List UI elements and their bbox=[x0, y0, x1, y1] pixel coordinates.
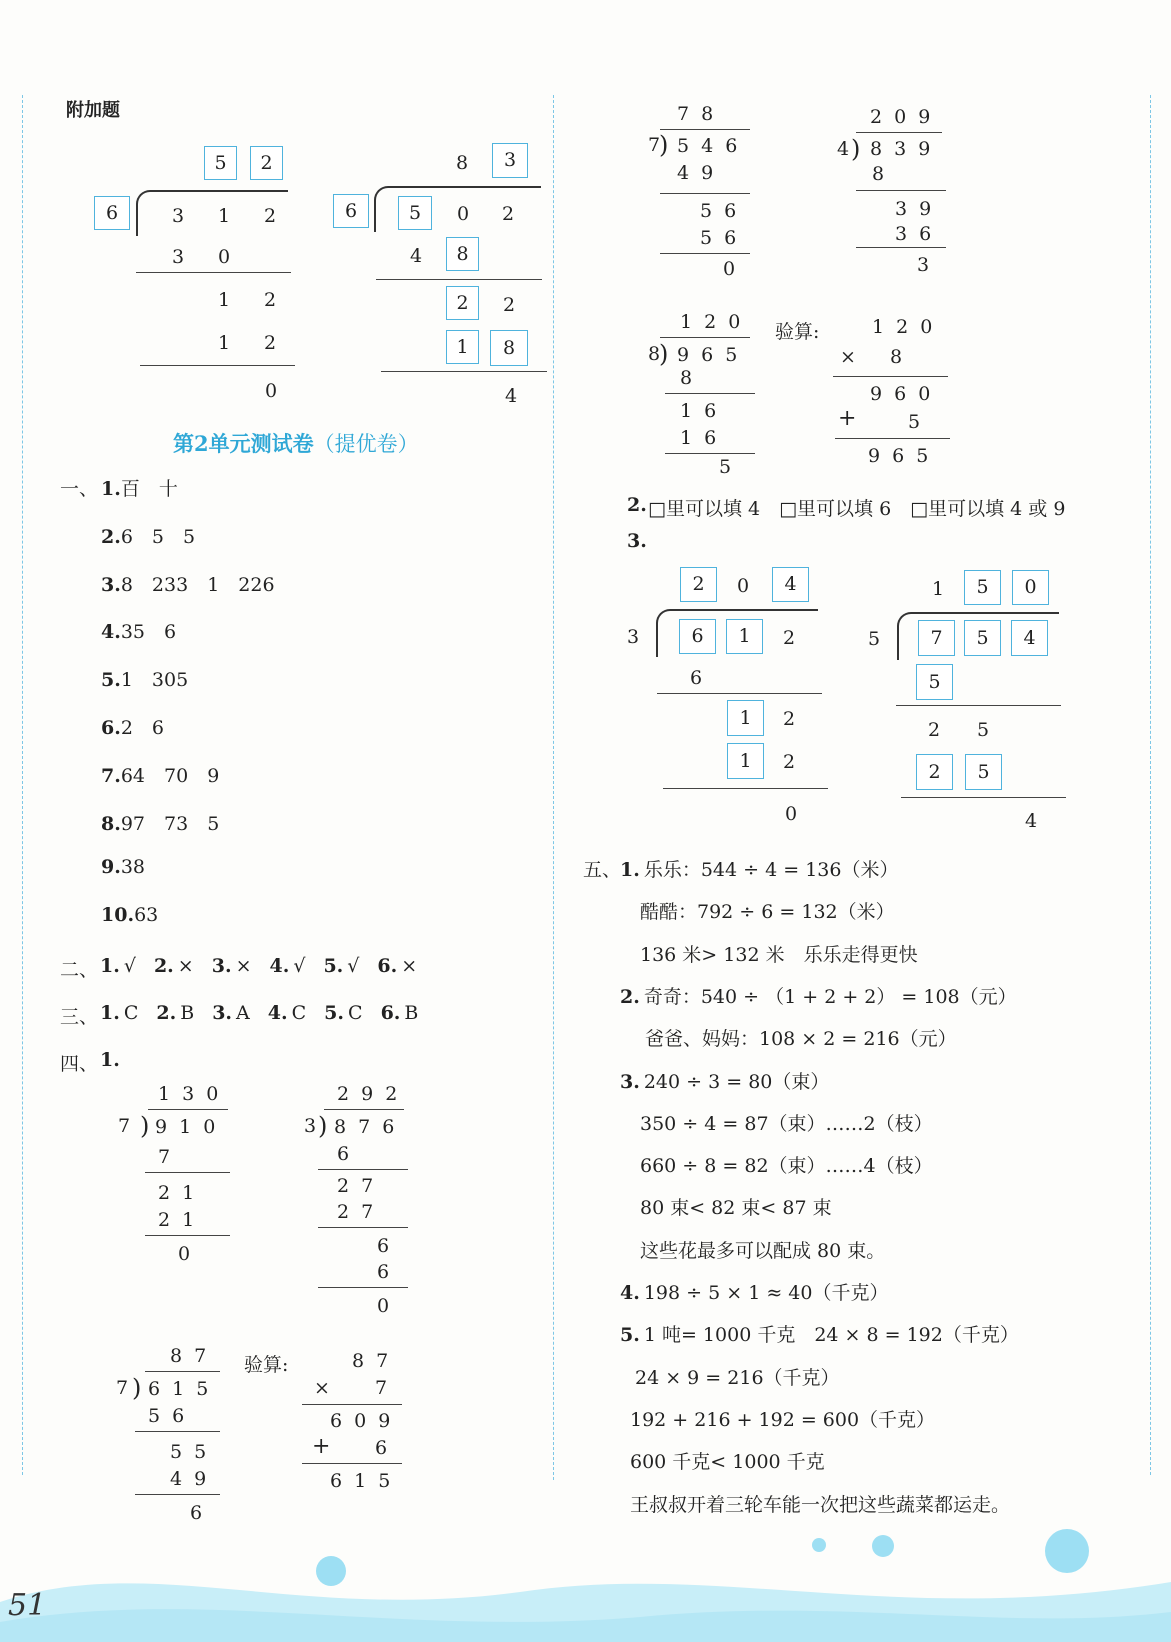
solution-text: 奇奇：540 ÷ （1 + 2 + 2） = 108（元） bbox=[643, 985, 1017, 1008]
plus-sign: + bbox=[312, 1434, 331, 1459]
item-number: 5. bbox=[620, 1324, 640, 1347]
answer-box: 3 bbox=[492, 143, 528, 178]
solution-text: 王叔叔开着三轮车能一次把这些蔬菜都运走。 bbox=[630, 1493, 1011, 1516]
solution-text: 240 ÷ 3 = 80（束） bbox=[643, 1070, 830, 1093]
solution-line bbox=[640, 1151, 933, 1178]
item-number: 7. bbox=[101, 764, 121, 787]
digit: 3 bbox=[172, 205, 185, 227]
answer-row bbox=[101, 904, 158, 926]
digit: 4 bbox=[410, 245, 423, 267]
solution-text: 24 × 9 = 216（千克） bbox=[635, 1366, 840, 1389]
solution-line bbox=[630, 1490, 1010, 1517]
item-number: 4. bbox=[101, 621, 121, 644]
rule bbox=[140, 365, 295, 366]
item-number: 6. bbox=[377, 955, 398, 977]
rule bbox=[833, 376, 948, 377]
step: 4 9 bbox=[677, 162, 717, 184]
answer-value: √ bbox=[293, 955, 306, 977]
bracket-glyph: ) bbox=[132, 1374, 142, 1402]
rule bbox=[376, 279, 542, 280]
answer-box: 2 bbox=[446, 286, 479, 320]
item-number: 5. bbox=[324, 1002, 345, 1024]
dividend: 9 6 5 bbox=[677, 344, 741, 366]
digit: 2 bbox=[502, 203, 515, 225]
digit: 8 bbox=[456, 152, 469, 174]
digit: 2 bbox=[264, 205, 277, 227]
rule bbox=[856, 132, 942, 133]
answer-box: 6 bbox=[94, 196, 130, 230]
right-margin-line bbox=[1150, 95, 1151, 1475]
answer-row bbox=[101, 617, 176, 644]
digit: 2 bbox=[264, 332, 277, 354]
divisor: 7 bbox=[648, 134, 661, 156]
solution-text: 600 千克< 1000 千克 bbox=[630, 1451, 825, 1474]
step: 8 bbox=[680, 367, 693, 389]
check-label: 验算: bbox=[775, 321, 820, 343]
dividend: 6 1 5 bbox=[148, 1378, 212, 1400]
digit: 2 bbox=[264, 289, 277, 311]
rule bbox=[148, 1109, 228, 1110]
item-number: 5. bbox=[101, 669, 121, 692]
digit: 5 bbox=[977, 719, 990, 741]
item-number: 4. bbox=[267, 1002, 288, 1024]
rule bbox=[660, 253, 750, 254]
answer-row bbox=[101, 856, 145, 878]
answer-box: 4 bbox=[772, 567, 809, 602]
solution-text: 198 ÷ 5 × 1 ≈ 40（千克） bbox=[643, 1282, 889, 1304]
section-4-label: 四、 bbox=[60, 1053, 99, 1075]
answer-box: 2 bbox=[680, 567, 717, 602]
rule bbox=[302, 1404, 402, 1405]
solution-text: 136 米> 132 米 乐乐走得更快 bbox=[640, 943, 918, 966]
step: 2 1 bbox=[158, 1182, 198, 1204]
rule bbox=[896, 705, 1061, 706]
digit: 2 bbox=[503, 294, 516, 316]
digit: 1 bbox=[932, 578, 945, 600]
rule bbox=[135, 1494, 220, 1495]
extra-title: 附加题 bbox=[66, 100, 120, 121]
item-number: 3. bbox=[627, 530, 647, 552]
quotient: 7 8 bbox=[677, 103, 717, 125]
rule bbox=[665, 453, 755, 454]
section-1-label: 一、 bbox=[60, 478, 99, 500]
decor-bubble bbox=[316, 1556, 346, 1586]
solution-line bbox=[640, 1109, 933, 1136]
section-3-label: 三、 bbox=[60, 1006, 99, 1028]
solution-line bbox=[620, 855, 898, 882]
answer-value: 38 bbox=[120, 856, 146, 879]
item-number: 6. bbox=[380, 1002, 401, 1024]
item-number: 1. bbox=[100, 1002, 120, 1024]
check-line: 6 bbox=[375, 1437, 388, 1459]
rule bbox=[856, 247, 946, 248]
check-line: 1 2 0 bbox=[872, 316, 936, 338]
quotient: 1 2 0 bbox=[680, 311, 744, 333]
answer-row bbox=[101, 713, 164, 740]
check-line: 6 1 5 bbox=[330, 1470, 394, 1492]
item-number: 8. bbox=[101, 812, 121, 835]
answer-box: 6 bbox=[679, 619, 716, 654]
remainder: 5 bbox=[719, 456, 732, 478]
remainder: 0 bbox=[723, 258, 736, 280]
check-line: 8 7 bbox=[352, 1350, 392, 1372]
answer-value: A bbox=[236, 1002, 250, 1024]
item-number: 1. bbox=[101, 478, 121, 500]
divisor: 3 bbox=[304, 1115, 317, 1137]
answer-value: 1 305 bbox=[120, 669, 189, 692]
solution-line bbox=[640, 897, 895, 924]
solution-text: 乐乐：544 ÷ 4 = 136（米） bbox=[643, 859, 899, 881]
item-number: 4. bbox=[620, 1282, 640, 1304]
answer-value: × bbox=[235, 955, 252, 977]
solution-line bbox=[635, 1363, 840, 1390]
step: 3 9 bbox=[895, 198, 935, 220]
digit: 1 bbox=[218, 205, 231, 227]
footer-wave bbox=[0, 1532, 1171, 1642]
rule bbox=[381, 371, 547, 372]
decor-bubble bbox=[872, 1535, 894, 1557]
step: 2 7 bbox=[337, 1201, 377, 1223]
step: 1 6 bbox=[680, 400, 720, 422]
answer-value: B bbox=[180, 1002, 195, 1024]
solution-text: 660 ÷ 8 = 82（束）……4（枝） bbox=[640, 1155, 933, 1178]
step: 6 bbox=[377, 1261, 390, 1283]
solution-line bbox=[630, 1405, 935, 1432]
step: 7 bbox=[158, 1146, 171, 1168]
item-number: 2. bbox=[153, 955, 174, 977]
solution-line bbox=[630, 1447, 825, 1474]
solution-text: 这些花最多可以配成 80 束。 bbox=[640, 1239, 886, 1262]
answer-row bbox=[101, 474, 178, 501]
decor-bubble bbox=[812, 1538, 826, 1552]
step: 4 9 bbox=[170, 1468, 210, 1490]
quotient: 1 3 0 bbox=[158, 1083, 222, 1105]
check-label: 验算: bbox=[244, 1354, 289, 1376]
dividend: 9 1 0 bbox=[155, 1116, 219, 1138]
answer-value: √ bbox=[347, 955, 360, 977]
item-number: 3. bbox=[211, 955, 232, 977]
step: 1 6 bbox=[680, 427, 720, 449]
rule bbox=[136, 272, 291, 273]
step: 2 1 bbox=[158, 1209, 198, 1231]
answer-box: 5 bbox=[204, 146, 237, 180]
solution-line bbox=[620, 1320, 1019, 1347]
bracket-glyph: ) bbox=[140, 1112, 150, 1140]
item-number: 10. bbox=[101, 904, 135, 927]
rule bbox=[901, 797, 1066, 798]
answer-box: 6 bbox=[333, 194, 369, 228]
answer-box: 8 bbox=[446, 237, 479, 271]
rule bbox=[145, 1235, 230, 1236]
item-number: 9. bbox=[101, 856, 121, 879]
section-2-label: 二、 bbox=[60, 959, 99, 981]
unit-title-sub: （提优卷） bbox=[313, 432, 419, 456]
unit-title-main: 第2单元测试卷 bbox=[173, 431, 314, 456]
solution-line bbox=[640, 940, 918, 967]
solution-text: 192 + 216 + 192 = 600（千克） bbox=[630, 1408, 936, 1431]
check-line: 8 bbox=[890, 346, 903, 368]
decor-bubble bbox=[1045, 1529, 1089, 1573]
answer-box: 0 bbox=[1012, 570, 1049, 605]
answer-row bbox=[101, 665, 188, 692]
remainder: 0 bbox=[377, 1295, 390, 1317]
item-number: 3. bbox=[212, 1002, 233, 1024]
rule bbox=[135, 1431, 220, 1432]
step: 8 bbox=[872, 163, 885, 185]
digit: 1 bbox=[218, 332, 231, 354]
rule bbox=[665, 393, 755, 394]
bracket-glyph: ) bbox=[318, 1112, 328, 1140]
rule bbox=[318, 1287, 408, 1288]
dividend: 8 7 6 bbox=[334, 1116, 398, 1138]
answer-box: 1 bbox=[727, 743, 764, 779]
plus-sign: + bbox=[838, 406, 857, 431]
times-sign: × bbox=[840, 346, 856, 368]
answer-box: 5 bbox=[964, 570, 1001, 605]
quotient: 2 9 2 bbox=[337, 1083, 401, 1105]
rule bbox=[657, 693, 822, 694]
answer-box: 7 bbox=[918, 620, 955, 656]
answer-value: 97 73 5 bbox=[120, 812, 220, 835]
answer-value: C bbox=[123, 1002, 139, 1024]
answer-value: × bbox=[401, 955, 418, 977]
answer-box: 1 bbox=[446, 330, 479, 364]
answer-value: 百 十 bbox=[120, 478, 178, 500]
check-line: 6 0 9 bbox=[330, 1410, 394, 1432]
divisor: 7 bbox=[118, 1115, 131, 1137]
bracket-glyph: ) bbox=[659, 131, 669, 159]
digit: 2 bbox=[783, 751, 796, 773]
digit: 1 bbox=[218, 289, 231, 311]
check-line: 7 bbox=[375, 1377, 388, 1399]
item-number: 1. bbox=[100, 1049, 120, 1071]
answer-box: 1 bbox=[727, 700, 764, 736]
answer-value: 35 6 bbox=[120, 621, 177, 644]
step: 2 7 bbox=[337, 1175, 377, 1197]
answer-row bbox=[100, 955, 435, 977]
item-number: 2. bbox=[156, 1002, 177, 1024]
answer-box: 1 bbox=[726, 619, 763, 654]
rule bbox=[663, 788, 828, 789]
rule bbox=[856, 190, 946, 191]
remainder: 0 bbox=[178, 1243, 191, 1265]
remainder: 6 bbox=[190, 1502, 203, 1524]
quotient: 8 7 bbox=[170, 1345, 210, 1367]
rule bbox=[660, 337, 750, 338]
item-number: 6. bbox=[101, 717, 121, 739]
rule bbox=[318, 1227, 408, 1228]
rule bbox=[145, 1172, 230, 1173]
solution-line bbox=[620, 1067, 829, 1094]
solution-line bbox=[640, 1193, 832, 1220]
item-number: 2. bbox=[101, 525, 121, 548]
answer-value: 6 5 5 bbox=[120, 525, 196, 548]
answer-value: 8 233 1 226 bbox=[120, 573, 275, 596]
answer-value: 2 6 bbox=[120, 717, 165, 739]
divisor: 7 bbox=[116, 1377, 129, 1399]
digit: 2 bbox=[783, 627, 796, 649]
answer-value: C bbox=[348, 1002, 363, 1024]
answer-value: B bbox=[404, 1002, 419, 1024]
item-number: 1. bbox=[100, 955, 120, 977]
check-line: 9 6 0 bbox=[870, 383, 934, 405]
answer-box: 5 bbox=[964, 620, 1001, 656]
solution-text: 1 吨= 1000 千克 24 × 8 = 192（千克） bbox=[643, 1324, 1019, 1347]
rule bbox=[835, 438, 950, 439]
rule bbox=[660, 129, 750, 130]
digit: 0 bbox=[737, 575, 750, 597]
check-line: 9 6 5 bbox=[868, 445, 932, 467]
column-divider bbox=[553, 95, 554, 1480]
item-number: 3. bbox=[101, 573, 121, 596]
answer-value: √ bbox=[123, 955, 136, 977]
answer-value: 64 70 9 bbox=[120, 764, 220, 787]
remainder: 4 bbox=[505, 385, 518, 407]
page-number: 51 bbox=[8, 1588, 47, 1623]
remainder: 3 bbox=[917, 254, 930, 276]
step: 5 6 bbox=[148, 1405, 188, 1427]
step: 5 5 bbox=[170, 1441, 210, 1463]
answer-value: × bbox=[177, 955, 194, 977]
answer-text: □里可以填 4 □里可以填 6 □里可以填 4 或 9 bbox=[648, 498, 1066, 520]
unit-title bbox=[173, 428, 419, 458]
item-number: 3. bbox=[620, 1070, 640, 1093]
divisor: 8 bbox=[648, 343, 661, 365]
answer-value: C bbox=[291, 1002, 307, 1024]
answer-box: 4 bbox=[1011, 620, 1048, 656]
rule bbox=[302, 1463, 402, 1464]
rule bbox=[660, 193, 750, 194]
solution-line bbox=[640, 1236, 885, 1263]
answer-value: 63 bbox=[134, 904, 159, 927]
digit: 2 bbox=[783, 708, 796, 730]
step: 6 bbox=[337, 1143, 350, 1165]
answer-row bbox=[101, 522, 195, 549]
rule bbox=[324, 1109, 404, 1110]
item-number: 4. bbox=[269, 955, 290, 977]
solution-text: 爸爸、妈妈：108 × 2 = 216（元） bbox=[645, 1028, 957, 1051]
remainder: 0 bbox=[265, 380, 278, 402]
answer-row bbox=[101, 570, 275, 597]
item-number: 2. bbox=[627, 494, 647, 516]
digit: 0 bbox=[218, 246, 231, 268]
item-number: 2. bbox=[620, 985, 640, 1008]
digit: 0 bbox=[457, 203, 470, 225]
divisor: 3 bbox=[627, 626, 640, 648]
check-line: 5 bbox=[908, 411, 921, 433]
digit: 2 bbox=[928, 719, 941, 741]
answer-row bbox=[100, 1002, 436, 1024]
answer-box: 5 bbox=[916, 664, 953, 700]
answer-box: 5 bbox=[398, 196, 432, 230]
digit: 3 bbox=[172, 246, 185, 268]
times-sign: × bbox=[314, 1377, 330, 1399]
answer-box: 2 bbox=[250, 146, 283, 180]
answer-row bbox=[101, 809, 219, 836]
quotient: 2 0 9 bbox=[870, 106, 934, 128]
divisor: 4 bbox=[837, 138, 850, 160]
answer-box: 2 bbox=[916, 754, 953, 790]
answer-box: 8 bbox=[490, 330, 528, 366]
solution-line bbox=[645, 1024, 957, 1051]
item-number: 1. bbox=[620, 859, 640, 881]
solution-text: 350 ÷ 4 = 87（束）……2（枝） bbox=[640, 1112, 933, 1135]
solution-text: 酷酷：792 ÷ 6 = 132（米） bbox=[640, 901, 895, 924]
step: 5 6 bbox=[700, 227, 740, 249]
rule bbox=[145, 1371, 220, 1372]
solution-text: 80 束< 82 束< 87 束 bbox=[640, 1197, 832, 1220]
divisor: 5 bbox=[868, 628, 881, 650]
answer-box: 5 bbox=[965, 754, 1002, 790]
step: 3 6 bbox=[895, 223, 935, 245]
step: 5 6 bbox=[700, 200, 740, 222]
digit: 6 bbox=[690, 667, 703, 689]
answer-row bbox=[101, 761, 219, 788]
bracket-glyph: ) bbox=[659, 340, 669, 368]
solution-line bbox=[620, 1278, 888, 1305]
solution-line bbox=[620, 982, 1017, 1009]
rule bbox=[318, 1169, 408, 1170]
section-5-label: 五、 bbox=[583, 859, 622, 881]
dividend: 5 4 6 bbox=[677, 135, 741, 157]
left-margin-line bbox=[22, 95, 23, 1475]
bracket-glyph: ) bbox=[851, 135, 861, 163]
item-number: 5. bbox=[323, 955, 344, 977]
remainder: 4 bbox=[1025, 810, 1038, 832]
dividend: 8 3 9 bbox=[870, 138, 934, 160]
remainder: 0 bbox=[785, 803, 798, 825]
step: 6 bbox=[377, 1235, 390, 1257]
